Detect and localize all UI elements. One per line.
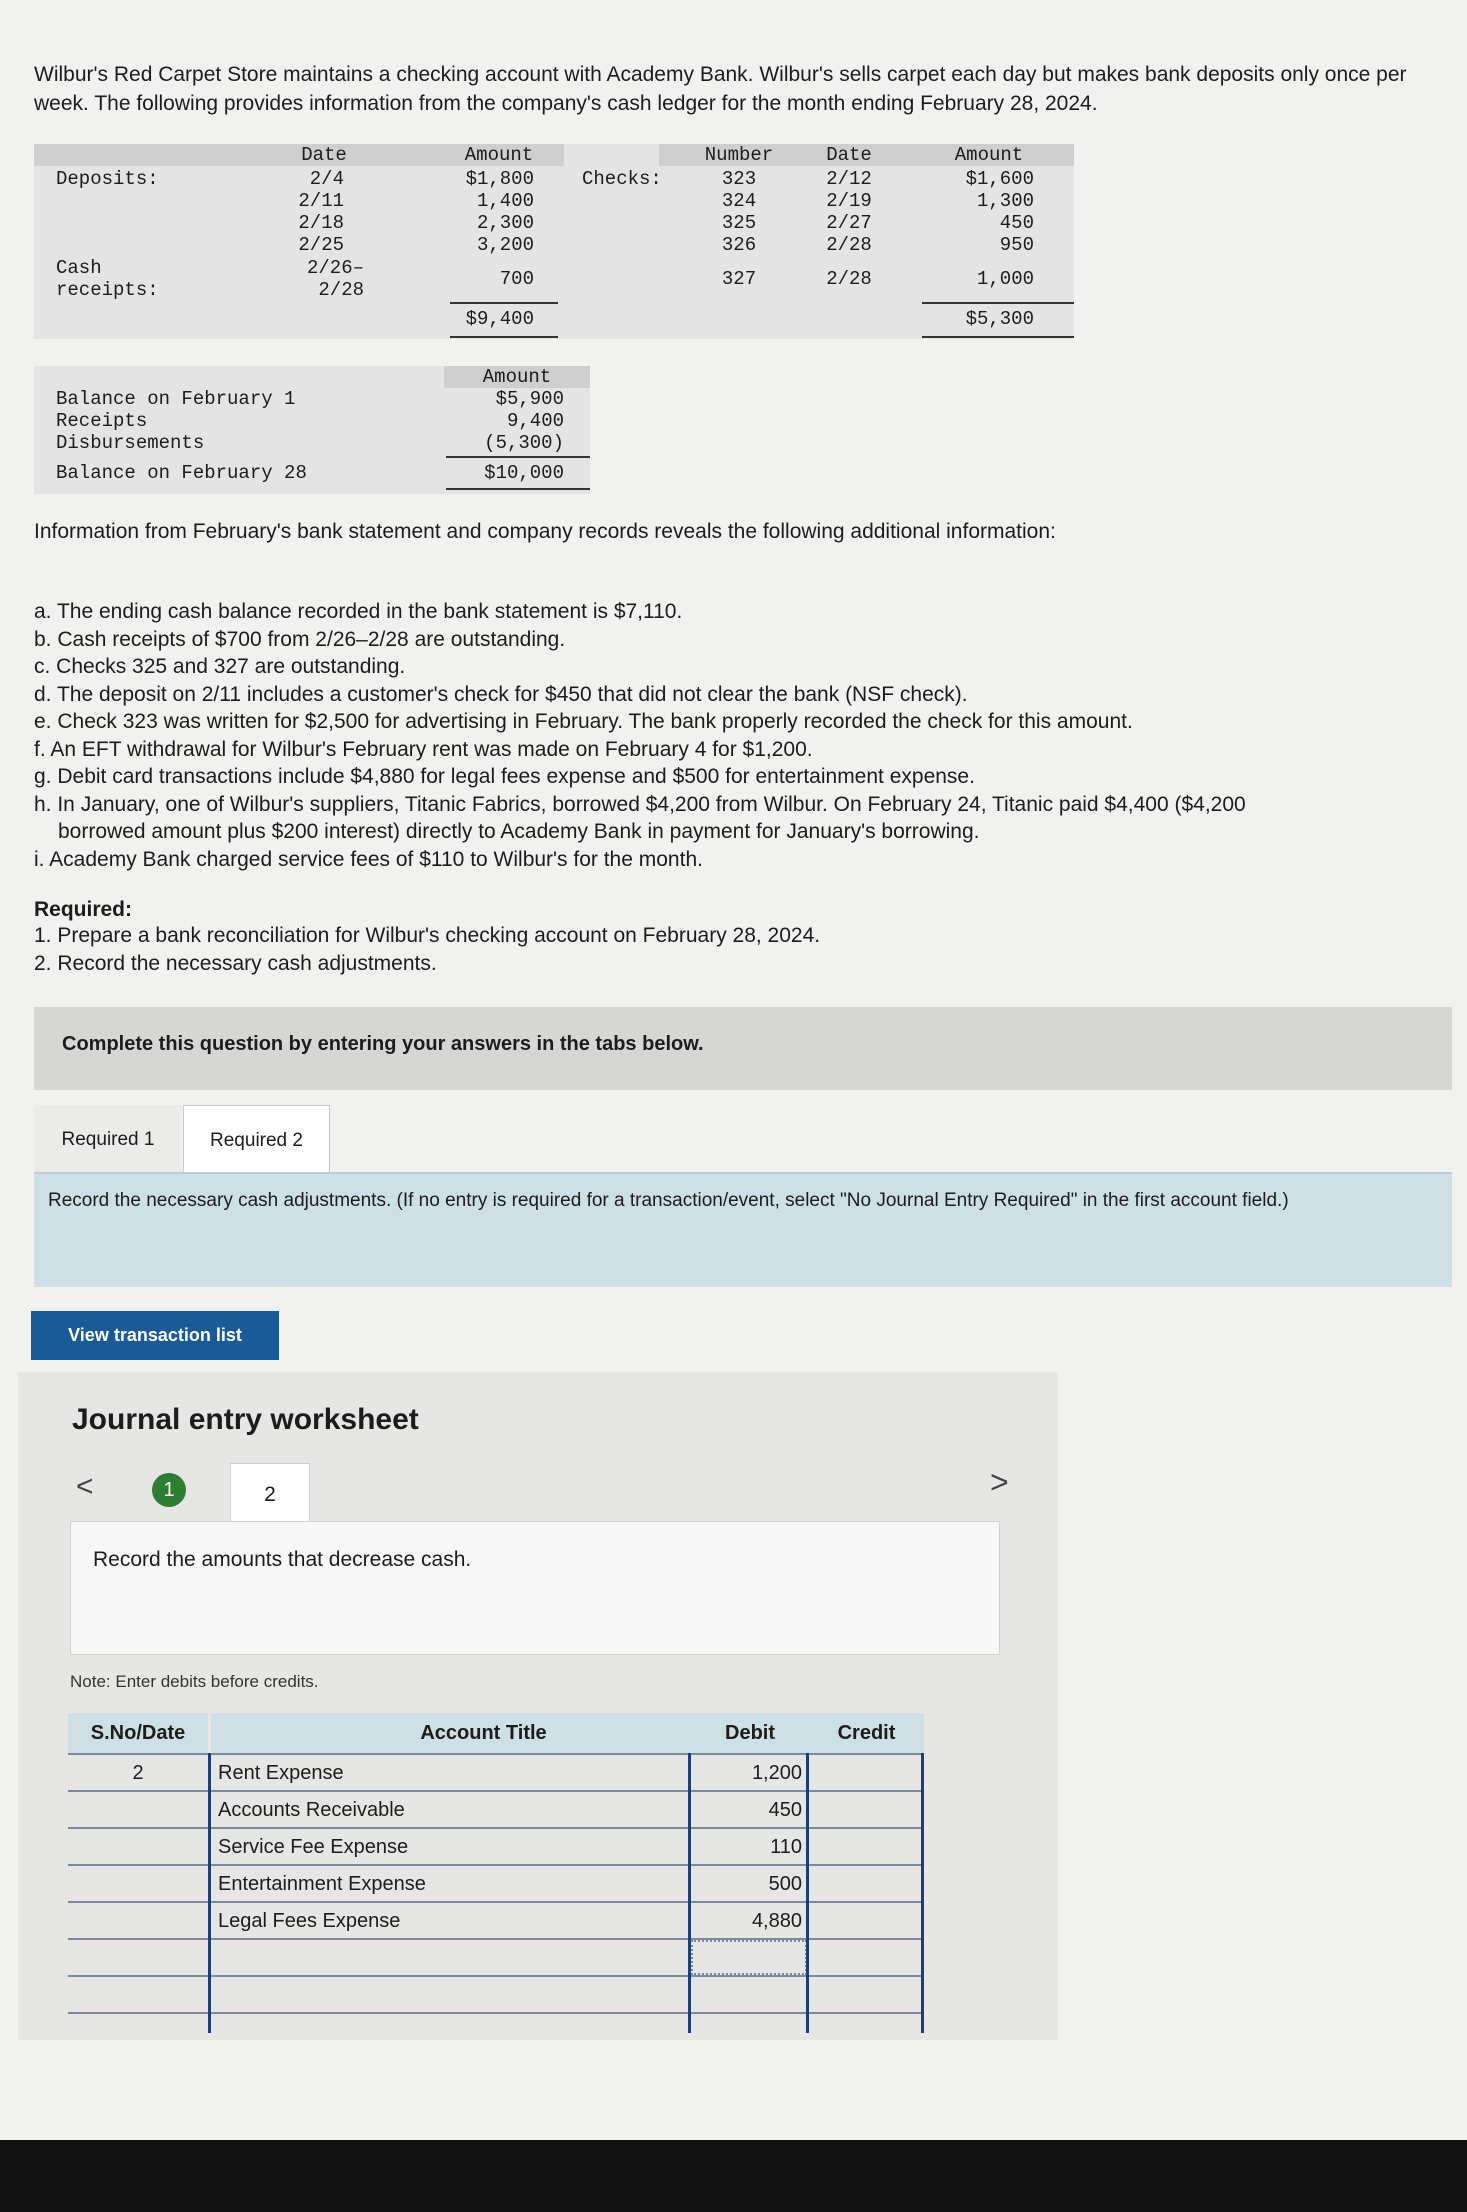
info-item: f. An EFT withdrawal for Wilbur's February rent was made on February 4 for $1,200. bbox=[34, 737, 813, 761]
deposit-date: 2/4 bbox=[309, 168, 344, 190]
deposit-date: 2/11 bbox=[298, 190, 344, 212]
check-date: 2/28 bbox=[826, 268, 872, 290]
account-select[interactable]: Legal Fees Expense bbox=[218, 1910, 401, 1932]
table-row bbox=[68, 1864, 924, 1903]
worksheet-prompt: Record the amounts that decrease cash. bbox=[93, 1548, 472, 1571]
cash-receipts-label-2: receipts: bbox=[56, 279, 159, 301]
account-select[interactable]: Service Fee Expense bbox=[218, 1836, 409, 1858]
table-row bbox=[68, 1901, 924, 1940]
check-total: $5,300 bbox=[965, 308, 1034, 330]
ledger-header-amount: Amount bbox=[464, 144, 534, 166]
tab-required-1[interactable]: Required 1 bbox=[34, 1105, 182, 1175]
check-date: 2/19 bbox=[826, 190, 872, 212]
problem-intro: Wilbur's Red Carpet Store maintains a checking account with Academy Bank. Wilbur's sells carpet each day but makes bank deposits only once per week. The following provides information from the company's cash ledger for the month ending February 28, 2024. bbox=[34, 63, 1407, 115]
header-account-title: Account Title bbox=[211, 1713, 756, 1753]
account-select[interactable]: Rent Expense bbox=[218, 1762, 344, 1784]
info-item: h. In January, one of Wilbur's suppliers, Titanic Fabrics, borrowed $4,200 from Wilbur. On February 24, Titanic paid $4,400 ($4,200 bbox=[34, 792, 1246, 816]
tab-required-2[interactable]: Required 2 bbox=[183, 1105, 330, 1176]
required-item-2: 2. Record the necessary cash adjustments. bbox=[34, 952, 437, 975]
info-item: e. Check 323 was written for $2,500 for advertising in February. The bank properly recorded the check for this amount. bbox=[34, 710, 1133, 733]
cash-ledger-table bbox=[34, 144, 1074, 339]
summary-amount: (5,300) bbox=[484, 432, 564, 454]
balance-summary-table bbox=[34, 366, 590, 494]
check-number: 326 bbox=[721, 234, 757, 256]
table-row bbox=[68, 1753, 924, 1792]
required-item-1: 1. Prepare a bank reconciliation for Wilbur's checking account on February 28, 2024. bbox=[34, 924, 821, 947]
check-amount: 1,000 bbox=[976, 268, 1034, 290]
deposit-date: 2/18 bbox=[298, 212, 344, 234]
additional-info-list bbox=[34, 598, 1454, 873]
deposit-amount: 1,400 bbox=[476, 190, 534, 212]
row-sno: 2 bbox=[132, 1762, 144, 1784]
info-item: b. Cash receipts of $700 from 2/26–2/28 are outstanding. bbox=[34, 627, 566, 651]
instruction-banner-text: Complete this question by entering your answers in the tabs below. bbox=[62, 1033, 704, 1055]
deposit-amount: 2,300 bbox=[476, 212, 534, 234]
next-arrow-icon[interactable]: > bbox=[990, 1464, 1009, 1500]
deposit-total: $9,400 bbox=[465, 308, 534, 330]
summary-label: Disbursements bbox=[56, 432, 205, 454]
header-credit: Credit bbox=[809, 1713, 924, 1753]
check-date: 2/27 bbox=[826, 212, 872, 234]
instruction-banner bbox=[34, 1007, 1452, 1090]
summary-label: Balance on February 1 bbox=[56, 388, 296, 410]
deposit-amount: $1,800 bbox=[465, 168, 534, 190]
tab-instruction bbox=[34, 1172, 1452, 1287]
summary-label: Receipts bbox=[56, 410, 148, 432]
required-heading: Required: bbox=[34, 898, 133, 921]
info-item: c. Checks 325 and 327 are outstanding. bbox=[34, 655, 406, 678]
cash-receipts-label-1: Cash bbox=[56, 257, 102, 279]
debit-input[interactable]: 110 bbox=[770, 1836, 802, 1858]
debit-input[interactable]: 500 bbox=[768, 1873, 802, 1895]
info-item: borrowed amount plus $200 interest) directly to Academy Bank in payment for January's borrowing. bbox=[58, 820, 980, 843]
check-date: 2/28 bbox=[826, 234, 872, 256]
summary-amount: $5,900 bbox=[495, 388, 564, 410]
summary-final-amount: $10,000 bbox=[484, 462, 564, 484]
cash-amount: 700 bbox=[499, 268, 534, 290]
debit-input[interactable]: 4,880 bbox=[751, 1910, 802, 1932]
check-amount: $1,600 bbox=[965, 168, 1034, 190]
summary-header-amount: Amount bbox=[482, 366, 552, 388]
ledger-header-date: Date bbox=[301, 144, 347, 166]
ledger-header-check-amount: Amount bbox=[954, 144, 1024, 166]
check-amount: 450 bbox=[999, 212, 1034, 234]
info-intro: Information from February's bank statement and company records reveals the following additional information: bbox=[34, 520, 1056, 543]
summary-final-label: Balance on February 28 bbox=[56, 462, 307, 484]
info-item: i. Academy Bank charged service fees of $110 to Wilbur's for the month. bbox=[34, 847, 703, 871]
check-number: 324 bbox=[721, 190, 757, 212]
info-item: g. Debit card transactions include $4,880 for legal fees expense and $500 for entertainment expense. bbox=[34, 765, 975, 788]
step-2-tab[interactable]: 2 bbox=[230, 1463, 310, 1526]
header-debit: Debit bbox=[691, 1713, 809, 1753]
worksheet-note: Note: Enter debits before credits. bbox=[70, 1672, 319, 1691]
table-row bbox=[68, 1790, 924, 1829]
check-number: 325 bbox=[721, 212, 757, 234]
journal-table bbox=[68, 1713, 924, 2033]
account-select[interactable]: Entertainment Expense bbox=[218, 1873, 426, 1895]
deposit-amount: 3,200 bbox=[476, 234, 534, 256]
view-transaction-list-button[interactable]: View transaction list bbox=[31, 1311, 279, 1360]
debit-input-focused[interactable] bbox=[691, 1940, 807, 1975]
ledger-header-check-date: Date bbox=[826, 144, 872, 166]
prev-arrow-icon[interactable]: < bbox=[76, 1470, 94, 1503]
table-row bbox=[68, 1938, 924, 1977]
ledger-header-number: Number bbox=[704, 144, 774, 166]
account-select[interactable]: Accounts Receivable bbox=[218, 1799, 405, 1821]
tab-instruction-text: Record the necessary cash adjustments. (If no entry is required for a transaction/event, select "No Journal Entry Required" in the first account field.) bbox=[48, 1190, 1289, 1211]
check-amount: 950 bbox=[999, 234, 1034, 256]
check-date: 2/12 bbox=[826, 168, 872, 190]
debit-input[interactable]: 1,200 bbox=[751, 1762, 802, 1784]
step-1-indicator[interactable]: 1 bbox=[152, 1473, 186, 1507]
screen-bottom-edge bbox=[0, 2140, 1467, 2212]
check-number: 327 bbox=[721, 268, 757, 290]
worksheet-title: Journal entry worksheet bbox=[72, 1403, 419, 1436]
worksheet-prompt-box bbox=[70, 1521, 1000, 1655]
deposit-date: 2/25 bbox=[298, 234, 344, 256]
cash-date-2: 2/28 bbox=[318, 279, 364, 301]
table-row bbox=[68, 1827, 924, 1866]
cash-date-1: 2/26– bbox=[306, 257, 364, 279]
info-item: a. The ending cash balance recorded in the bank statement is $7,110. bbox=[34, 600, 683, 623]
header-sno-date: S.No/Date bbox=[68, 1713, 208, 1753]
summary-amount: 9,400 bbox=[506, 410, 564, 432]
table-row bbox=[68, 1975, 924, 2014]
table-row bbox=[68, 2012, 924, 2051]
check-amount: 1,300 bbox=[976, 190, 1034, 212]
deposits-label: Deposits: bbox=[56, 168, 159, 190]
check-number: 323 bbox=[721, 168, 757, 190]
info-item: d. The deposit on 2/11 includes a customer's check for $450 that did not clear the bank (NSF check). bbox=[34, 682, 968, 706]
checks-label: Checks: bbox=[582, 168, 662, 190]
debit-input[interactable]: 450 bbox=[768, 1799, 802, 1821]
